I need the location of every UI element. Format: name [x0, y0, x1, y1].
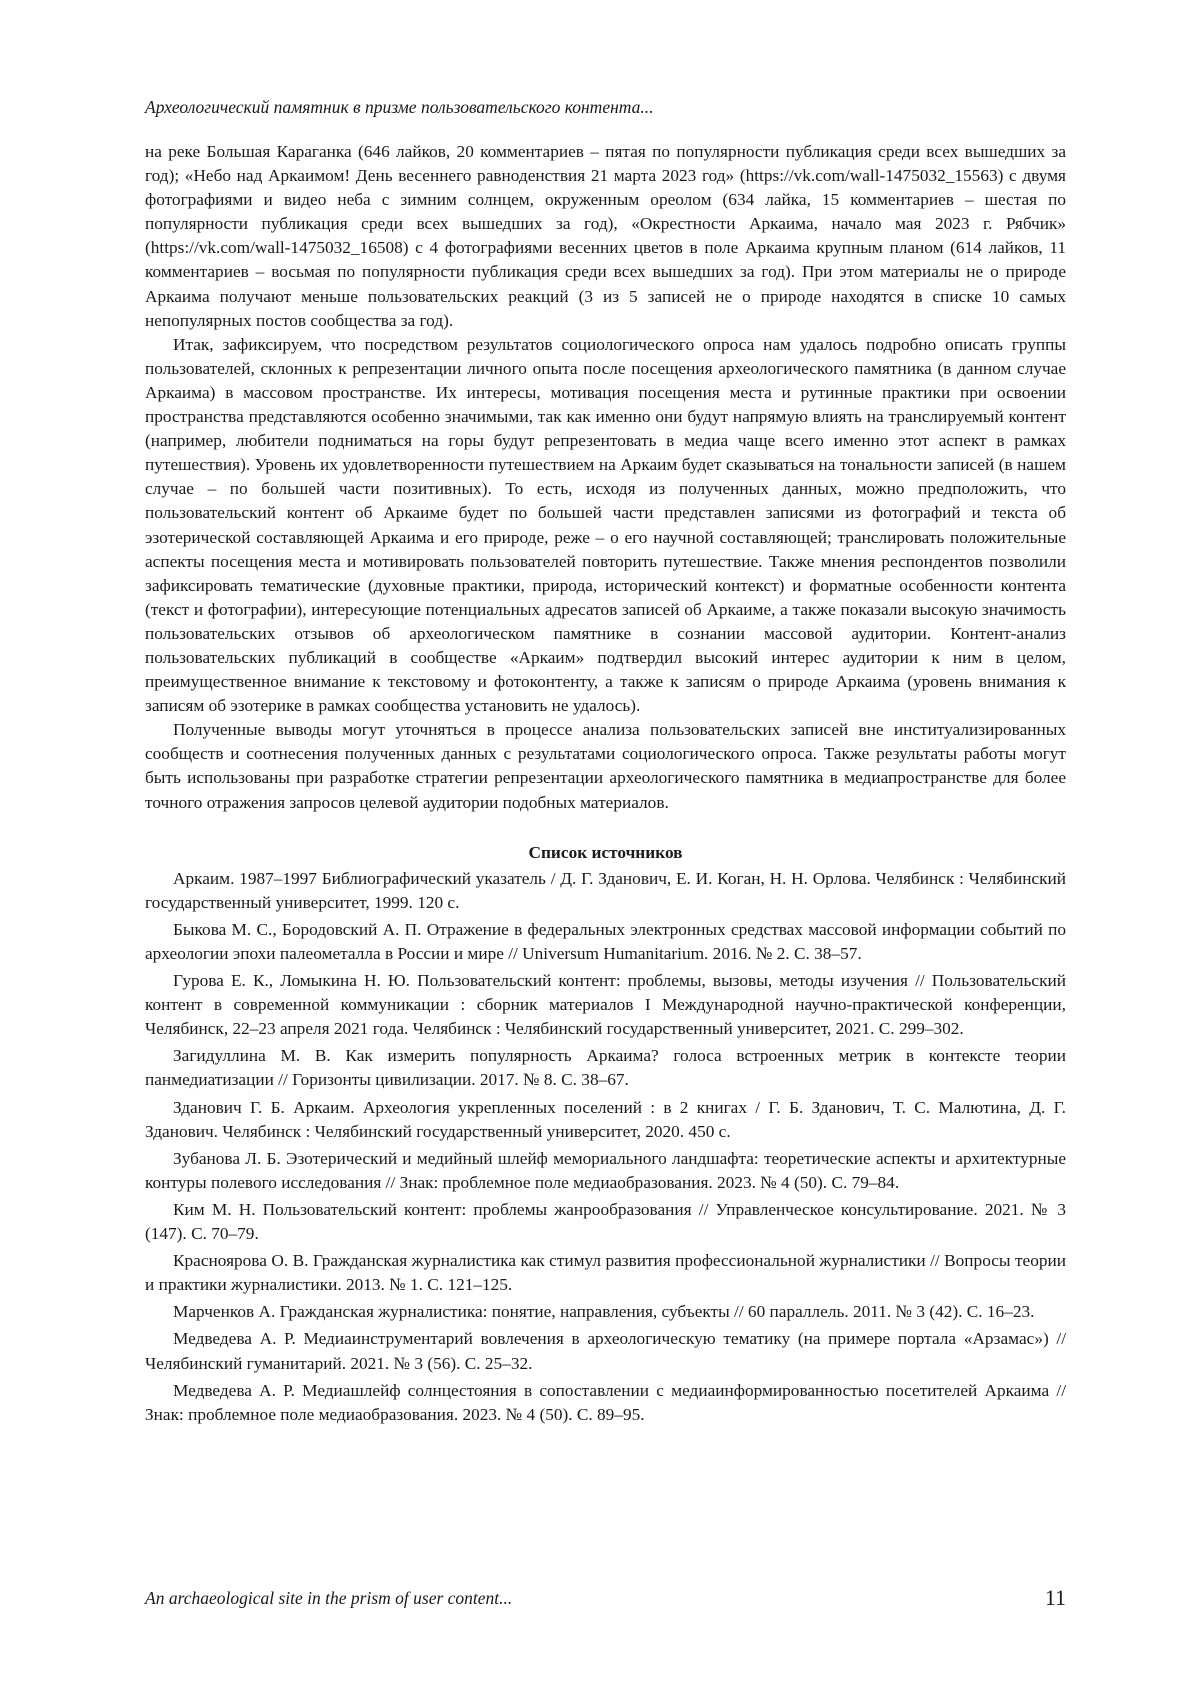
paragraph-conclusion: Полученные выводы могут уточняться в процессе анализа пользовательских записей вне институализированных сообществ и соотнесения полученных данных с результатами социологического опроса. Также результаты работы могут быть использованы при разработке стратегии репрезентации археологического памятника в медиапространстве для более точного отражения запросов целевой аудитории подобных материалов. [145, 720, 1066, 812]
reference-item: Быкова М. С., Бородовский А. П. Отражение в федеральных электронных средствах массовой информации событий по археологии эпохи палеометалла в России и мире // Universum Humanitarium. 2016. № 2. С. 38–57. [145, 919, 1066, 963]
paragraph-summary: Итак, зафиксируем, что посредством результатов социологического опроса нам удалось подробно описать группы пользователей, склонных к репрезентации личного опыта после посещения археологического памятника (в данном случае Аркаима) в массовом пространстве. Их интересы, мотивация посещения места и рутинные практики при освоении пространства представляются особенно значимыми, так как именно они будут напрямую влиять на транслируемый контент (например, любители подниматься на горы будут репрезентовать в медиа чаще всего именно этот аспект в рамках путешествия). Уровень их удовлетворенности путешествием на Аркаим будет сказываться на тональности записей (в нашем случае – по большей части позитивных). То есть, исходя из полученных данных, можно предположить, что пользовательский контент об Аркаиме будет по большей части представлен записями из фотографий и текста об эзотерической составляющей Аркаима и его природе, реже – о его научной составляющей; транслировать положительные аспекты посещения места и мотивировать пользователей повторить путешествие. Также мнения респондентов позволили зафиксировать тематические (духовные практики, природа, исторический контекст) и форматные особенности контента (текст и фотографии), интересующие потенциальных адресатов записей об Аркаиме, а также показали высокую значимость пользовательских отзывов об археологическом памятнике в сознании массовой аудитории. Контент-анализ пользовательских публикаций в сообществе «Аркаим» подтвердил высокий интерес аудитории к ним в целом, преимущественное внимание к текстовому и фотоконтенту, а также к записям о природе Аркаима (уровень внимания к записям об эзотерике в рамках сообщества установить не удалось). [145, 334, 1066, 716]
reference-item: Марченков А. Гражданская журналистика: понятие, направления, субъекты // 60 параллель. 2011. № 3 (42). С. 16–23. [173, 1302, 1035, 1322]
article-body [145, 140, 1066, 1430]
reference-item: Зданович Г. Б. Аркаим. Археология укрепленных поселений : в 2 книгах / Г. Б. Зданович, Т. С. Малютина, Д. Г. Зданович. Челябинск : Челябинский государственный университет, 2020. 450 с. [145, 1097, 1066, 1141]
reference-item: Медведева А. Р. Медиаинструментарий вовлечения в археологическую тематику (на примере портала «Арзамас») // Челябинский гуманитарий. 2021. № 3 (56). С. 25–32. [145, 1329, 1066, 1373]
references-title: Список источников [528, 842, 683, 862]
reference-item: Медведева А. Р. Медиашлейф солнцестояния в сопоставлении с медиаинформированностью посетителей Аркаима // Знак: проблемное поле медиаобразования. 2023. № 4 (50). С. 89–95. [145, 1380, 1066, 1424]
reference-item: Гурова Е. К., Ломыкина Н. Ю. Пользовательский контент: проблемы, вызовы, методы изучения // Пользовательский контент в современной коммуникации : сборник материалов I Международной научно-практической конференции, Челябинск, 22–23 апреля 2021 года. Челябинск : Челябинский государственный университет, 2021. С. 299–302. [145, 971, 1066, 1039]
page [145, 0, 1066, 1698]
reference-item: Красноярова О. В. Гражданская журналистика как стимул развития профессиональной журналистики // Вопросы теории и практики журналистики. 2013. № 1. С. 121–125. [145, 1251, 1066, 1295]
reference-item: Аркаим. 1987–1997 Библиографический указатель / Д. Г. Зданович, Е. И. Коган, Н. Н. Орлова. Челябинск : Челябинский государственный университет, 1999. 120 с. [145, 868, 1066, 912]
references-list [145, 867, 1066, 1427]
running-head: Археологический памятник в призме пользовательского контента... [145, 97, 654, 117]
page-number: 11 [1044, 1585, 1066, 1610]
page-footer [145, 1586, 1066, 1612]
reference-item: Зубанова Л. Б. Эзотерический и медийный шлейф мемориального ландшафта: теоретические аспекты и архитектурные контуры полевого исследования // Знак: проблемное поле медиаобразования. 2023. № 4 (50). С. 79–84. [145, 1148, 1066, 1192]
reference-item: Ким М. Н. Пользовательский контент: проблемы жанрообразования // Управленческое консультирование. 2021. № 3 (147). С. 70–79. [145, 1199, 1066, 1244]
reference-item: Загидуллина М. В. Как измерить популярность Аркаима? голоса встроенных метрик в контексте теории панмедиатизации // Горизонты цивилизации. 2017. № 8. С. 38–67. [145, 1046, 1066, 1090]
paragraph-continuation: на реке Большая Караганка (646 лайков, 20 комментариев – пятая по популярности публикация среди всех вышедших за год); «Небо над Аркаимом! День весеннего равноденствия 21 марта 2023 год» (https://vk.com/wall-1475032_15563) с двумя фотографиями и видео неба с зимним солнцем, окруженным ореолом (634 лайка, 15 комментариев – шестая по популярности публикация среди всех вышедших за год), «Окрестности Аркаима, начало мая 2023 г. Рябчик» (https://vk.com/wall-1475032_16508) с 4 фотографиями весенних цветов в поле Аркаима крупным планом (614 лайков, 11 комментариев – восьмая по популярности публикация среди всех вышедших за год). При этом материалы не о природе Аркаима получают меньше пользовательских реакций (3 из 5 записей не о природе находятся в списке 10 самых непопулярных постов сообщества за год). [145, 142, 1066, 330]
footer-english-title: An archaeological site in the prism of user content... [145, 1588, 513, 1608]
